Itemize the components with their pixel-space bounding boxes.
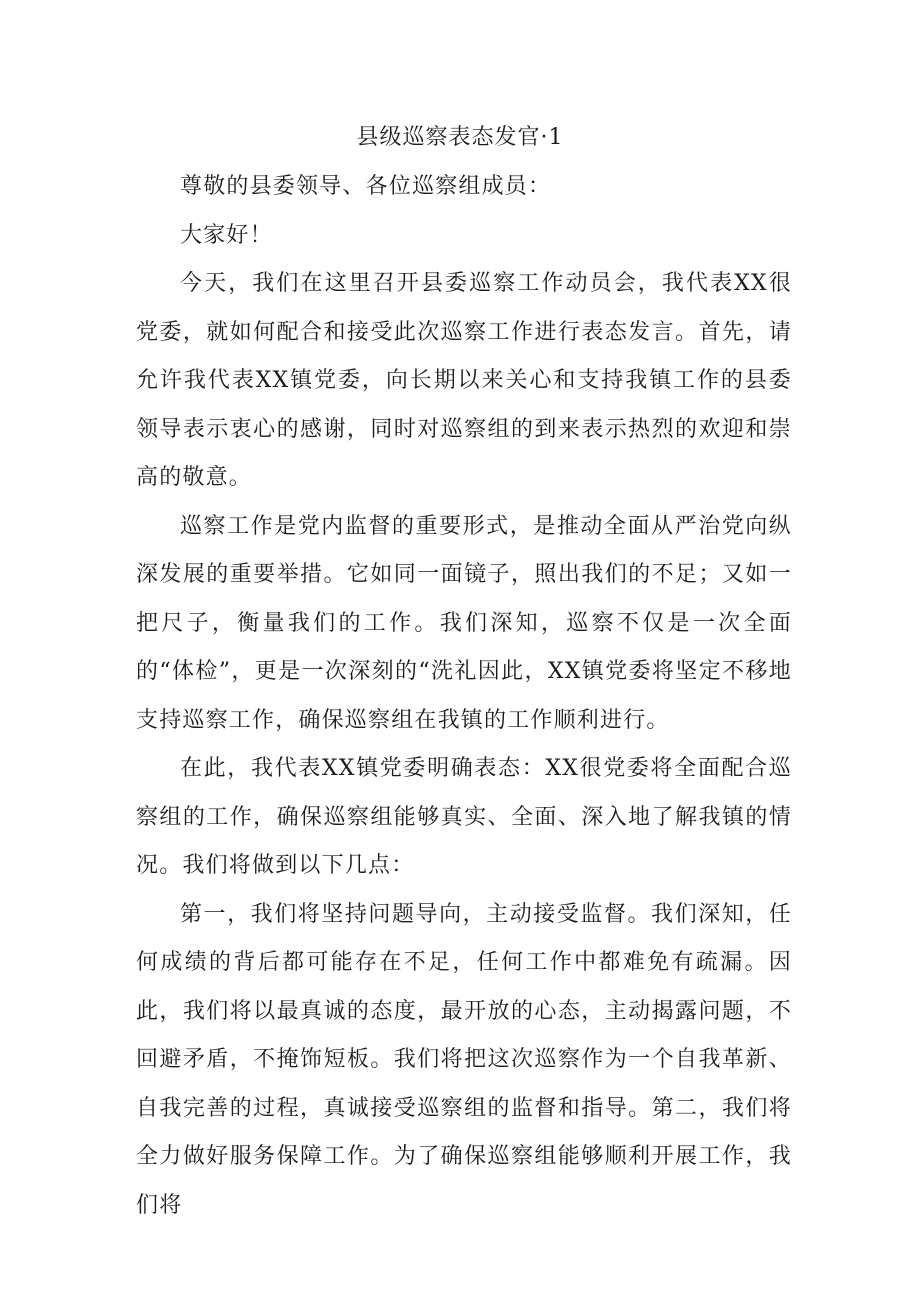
paragraph-statement: 在此，我代表XX镇党委明确表态：XX很党委将全面配合巡察组的工作，确保巡察组能够真实、全面、深入地了解我镇的情况。我们将做到以下几点：	[136, 756, 792, 878]
paragraph-intro: 今天，我们在这里召开县委巡察工作动员会，我代表XX很党委，就如何配合和接受此次巡察工作进行表态发言。首先，请允许我代表XX镇党委，向长期以来关心和支持我镇工作的县委领导表示衷心的感谢，同时对巡察组的到来表示热烈的欢迎和崇高的敬意。	[136, 271, 792, 490]
paragraph-significance: 巡察工作是党内监督的重要形式，是推动全面从严治党向纵深发展的重要举措。它如同一面镜子，照出我们的不足；又如一把尺子，衡量我们的工作。我们深知，巡察不仅是一次全面的“体检”，更是一次深刻的“洗礼因此，XX镇党委将坚定不移地支持巡察工作，确保巡察组在我镇的工作顺利进行。	[136, 513, 792, 733]
document-body	[136, 163, 792, 1230]
salutation: 尊敬的县委领导、各位巡察组成员：	[180, 174, 552, 199]
paragraph-commitments: 第一，我们将坚持问题导向，主动接受监督。我们深知，任何成绩的背后都可能存在不足，任何工作中都难免有疏漏。因此，我们将以最真诚的态度，最开放的心态，主动揭露问题，不回避矛盾，不掩饰短板。我们将把这次巡察作为一个自我革新、自我完善的过程，真诚接受巡察组的监督和指导。第二，我们将全力做好服务保障工作。为了确保巡察组能够顺利开展工作，我们将	[136, 901, 792, 1218]
greeting: 大家好！	[180, 222, 273, 248]
document-title: 县级巡察表态发官·1	[356, 125, 564, 150]
